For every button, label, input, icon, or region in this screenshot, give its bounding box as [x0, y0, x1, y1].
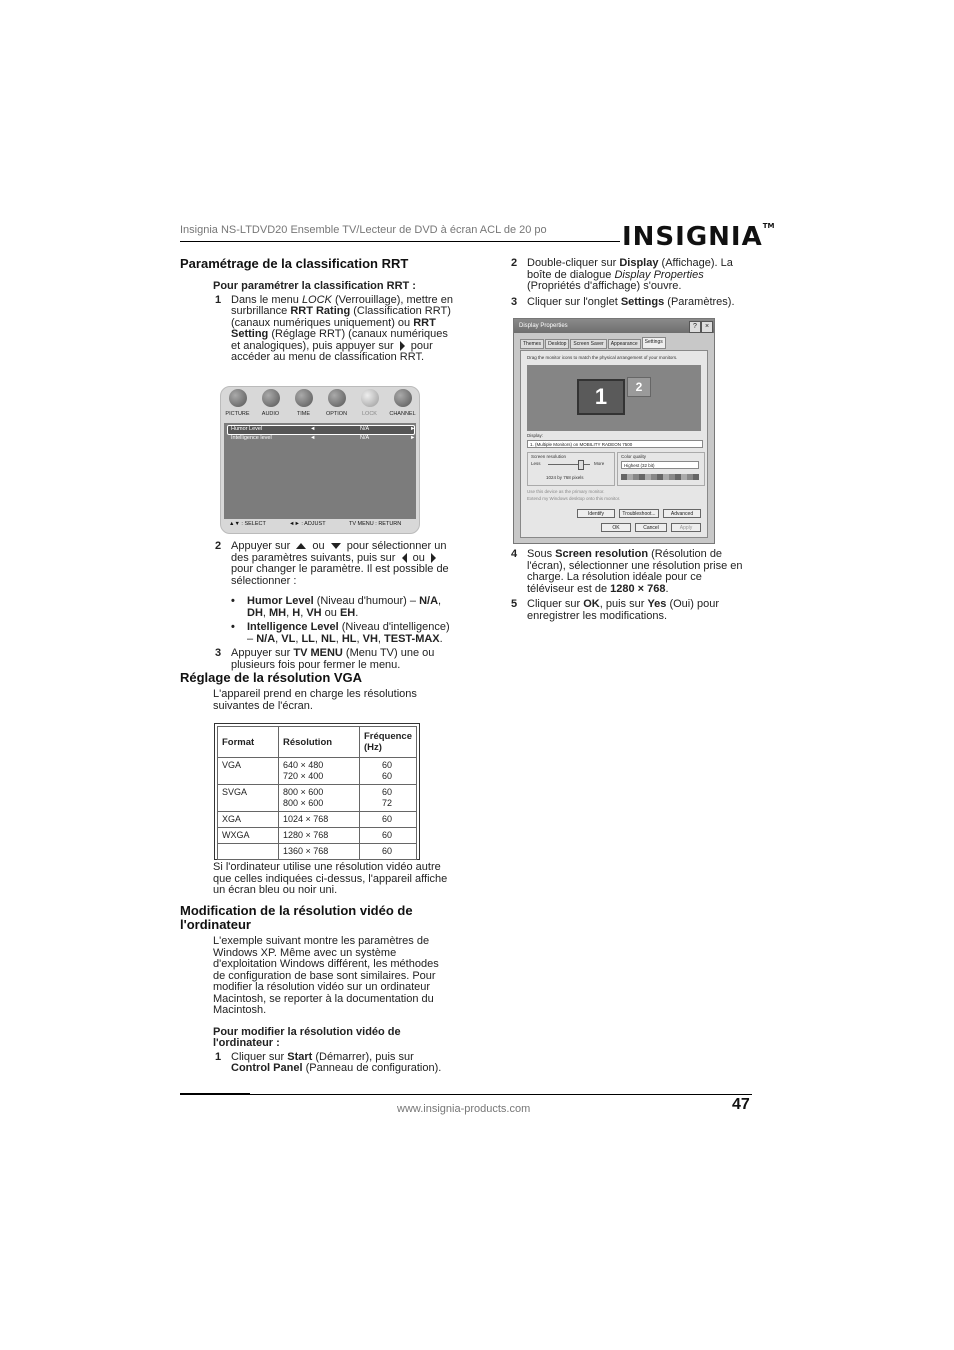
cell-frequency — [359, 812, 416, 828]
cell-resolution — [278, 812, 359, 828]
text: (Réglage RRT) (canaux numériques et analogiques), puis appuyer sur — [231, 328, 448, 352]
step-number: 2 — [215, 540, 222, 552]
right-steps-4-5 — [511, 549, 751, 622]
pc-step-4 — [511, 549, 751, 595]
footer-rule-thick — [180, 1093, 250, 1095]
term: Intelligence Level — [247, 621, 339, 633]
rrt-heading: Paramétrage de la classification RRT — [180, 256, 409, 271]
right-arrow-icon — [400, 341, 405, 351]
down-arrow-icon — [331, 543, 341, 549]
cell-frequency — [359, 828, 416, 844]
rrt-step-2 — [215, 541, 455, 587]
resolution-value: 1360 × 768 — [282, 846, 329, 856]
more-label: More — [594, 461, 605, 466]
monitor-1-icon: 1 — [577, 379, 625, 415]
picture-menu-icon — [225, 387, 251, 423]
text: Cliquer sur — [527, 598, 584, 610]
frequency-value: 72 — [381, 798, 392, 808]
step-number: 4 — [511, 548, 518, 560]
text: (Menu TV) une ou plusieurs fois pour fermer le menu. — [231, 647, 435, 671]
footer-url: www.insignia-products.com — [397, 1103, 531, 1115]
text: Sous — [527, 548, 556, 560]
clock-icon — [295, 389, 313, 407]
resolution-value: 800 × 600 — [282, 798, 324, 808]
frequency-value: 60 — [381, 760, 392, 770]
step-number: 5 — [511, 598, 518, 610]
bullet-humor-level: • Humor Level (Niveau d'humour) – N/A, DH, MH, H, VH ou EH. — [231, 596, 455, 619]
bullet-intelligence-level: • Intelligence Level (Niveau d'intelligence) – N/A, VL, LL, NL, HL, VH, TEST-MAX. — [231, 622, 455, 645]
tv-menu-icon-bar — [221, 387, 419, 423]
value: VH — [362, 632, 378, 645]
apply-button: Apply — [671, 523, 701, 532]
pc-step-3 — [511, 297, 751, 309]
text: . — [665, 582, 669, 595]
section-vga — [180, 671, 455, 712]
color-quality-select: Highest (32 bit) — [621, 461, 699, 469]
tab-themes: Themes — [520, 339, 544, 349]
close-icon: × — [701, 321, 713, 333]
menu-row-humor-level — [227, 425, 415, 435]
rrt-step-1 — [215, 295, 455, 364]
text: (Affichage). La boîte de dialogue — [527, 257, 733, 281]
satellite-icon — [394, 389, 412, 407]
header-rule — [180, 241, 620, 242]
help-icon: ? — [689, 321, 701, 333]
column-header: Résolution — [278, 727, 359, 758]
resolution-slider-thumb — [578, 460, 584, 470]
cell-resolution — [278, 785, 359, 812]
term: Start — [287, 1050, 313, 1063]
up-arrow-icon — [296, 543, 306, 549]
row-label: Intelligence level — [231, 435, 272, 441]
step-number: 3 — [511, 295, 518, 308]
term: Screen resolution — [555, 548, 649, 560]
column-header: Format — [218, 727, 279, 758]
icon-label: OPTION — [325, 411, 348, 417]
value: HL — [341, 632, 357, 645]
icon-label: LOCK — [362, 411, 377, 417]
tab-desktop: Desktop — [545, 339, 569, 349]
cancel-button: Cancel — [635, 523, 667, 532]
pc-subheading: Pour modifier la résolution vidéo de l'ordinateur : — [213, 1025, 401, 1049]
cell-format: SVGA — [218, 785, 279, 812]
speaker-icon — [262, 389, 280, 407]
menu-row-intelligence-level — [227, 435, 416, 443]
rrt-steps-2-3 — [215, 541, 455, 671]
cell-resolution — [278, 844, 359, 860]
term: OK — [583, 598, 600, 610]
rrt-setting-term: RRT Setting — [231, 316, 436, 340]
vga-intro: L'appareil prend en charge les résolutions suivantes de l'écran. — [213, 688, 417, 712]
display-select: 1. (Multiple Monitors) on MOBILITY RADEON 7500 — [527, 440, 703, 448]
resolution-value: 640 × 480 — [282, 760, 324, 770]
resolution-value: 1024 by 768 pixels — [546, 475, 584, 480]
window-title: Display Properties — [519, 323, 568, 329]
right-arrow-icon: ► — [410, 426, 416, 432]
step-number: 3 — [215, 647, 222, 659]
term: Control Panel — [231, 1062, 303, 1074]
text: Dans le menu — [231, 293, 302, 306]
frequency-value: 60 — [381, 771, 392, 781]
term: Settings — [620, 295, 665, 308]
text: (Panneau de configuration). — [302, 1062, 442, 1074]
footer-rule — [250, 1094, 752, 1095]
color-quality-label: Color quality — [621, 454, 647, 459]
resolution-value: 720 × 400 — [282, 771, 324, 781]
value: N/A — [256, 632, 276, 645]
value: VL — [281, 632, 296, 645]
value: N/A — [419, 595, 439, 607]
audio-menu-icon — [258, 387, 284, 423]
cell-format — [218, 844, 279, 860]
less-label: Less — [531, 461, 541, 466]
page-number: 47 — [732, 1096, 750, 1113]
table-row — [218, 758, 417, 785]
running-header: Insignia NS-LTDVD20 Ensemble TV/Lecteur de DVD à écran ACL de 20 po — [180, 224, 547, 236]
text: Appuyer sur — [231, 647, 294, 659]
monitor-2-icon: 2 — [627, 377, 651, 397]
text: pour sélectionner un des paramètres suivants, puis sur — [231, 540, 447, 564]
table-row — [218, 844, 417, 860]
text: (Niveau d'humour) – — [313, 595, 420, 607]
logo-text: INSIGNIA — [622, 222, 763, 252]
right-arrow-icon: ► — [410, 435, 416, 441]
table-row — [218, 828, 417, 844]
text: pour accéder au menu de classification RRT. — [231, 339, 433, 363]
cell-resolution — [278, 828, 359, 844]
right-arrow-icon — [431, 553, 436, 563]
frequency-value: 60 — [381, 787, 392, 797]
step-number: 1 — [215, 1050, 222, 1063]
hint-return: TV MENU : RETURN — [349, 521, 402, 527]
text: Appuyer sur — [231, 540, 294, 552]
frequency-value: 60 — [381, 830, 392, 840]
cell-frequency — [359, 785, 416, 812]
resolution-table-frame — [214, 723, 420, 860]
option-menu-icon — [324, 387, 350, 423]
icon-label: PICTURE — [225, 411, 250, 417]
tab-settings: Settings — [642, 337, 666, 349]
left-arrow-icon — [402, 553, 407, 563]
text: (Verrouillage), mettre en surbrillance — [231, 293, 453, 317]
icon-label: TIME — [296, 411, 311, 417]
text: (Classification RRT) (canaux numériques uniquement) ou — [231, 305, 451, 329]
display-properties-screenshot — [513, 318, 715, 544]
text: Cliquer sur — [231, 1050, 288, 1063]
channel-menu-icon — [390, 387, 416, 423]
table-row — [218, 785, 417, 812]
vga-after-text: Si l'ordinateur utilise une résolution vidéo autre que celles indiquées ci-dessus, l'appareil affiche un écran bleu ou noir uni. — [213, 861, 448, 896]
window-title-bar — [514, 319, 714, 333]
text: pour changer le paramètre. Il est possible de sélectionner : — [231, 563, 449, 587]
row-value: N/A — [360, 435, 370, 441]
pc-step-2 — [511, 258, 751, 293]
tab-appearance: Appearance — [608, 339, 641, 349]
text: ou — [321, 606, 340, 619]
row-label: Humor Level — [231, 426, 263, 432]
lock-icon — [361, 389, 379, 407]
table-row — [218, 812, 417, 828]
resolution-label: Screen resolution — [531, 454, 567, 459]
text: Double-cliquer sur — [527, 257, 620, 269]
lock-menu-icon — [357, 387, 383, 423]
primary-monitor-checkbox: Use this device as the primary monitor. — [527, 489, 605, 494]
tv-menu-screen — [224, 423, 416, 519]
pc-heading: Modification de la résolution vidéo de l'ordinateur — [180, 903, 413, 932]
resolution-table-body — [218, 758, 417, 860]
pc-step-1 — [215, 1052, 455, 1075]
row-value: N/A — [360, 426, 370, 432]
resolution-value: 1024 × 768 — [282, 814, 329, 824]
term: Display — [619, 257, 659, 269]
column-header: Fréquence (Hz) — [359, 727, 416, 758]
rrt-step-3 — [215, 648, 455, 671]
text: (Oui) pour enregistrer les modifications. — [527, 598, 719, 622]
value: H — [292, 606, 301, 619]
text: (Résolution de l'écran), sélectionner une résolution prise en charge. La résolution idéale pour ce téléviseur est de — [527, 548, 743, 595]
text: (Niveau d'intelligence) – — [247, 621, 450, 645]
term: TV MENU — [293, 647, 343, 659]
left-arrow-icon: ◄ — [310, 426, 316, 432]
extend-desktop-checkbox: Extend my Windows desktop onto this monitor. — [527, 496, 621, 501]
window-tabs — [520, 339, 667, 349]
cell-resolution — [278, 758, 359, 785]
resolution-value: 1280 × 768 — [282, 830, 329, 840]
frequency-value: 60 — [381, 846, 392, 856]
text: (Démarrer), puis sur — [312, 1050, 414, 1063]
vga-heading: Réglage de la résolution VGA — [180, 670, 363, 685]
term: Humor Level — [247, 595, 314, 607]
hint-adjust: ◄► : ADJUST — [289, 521, 326, 527]
icon-label: CHANNEL — [389, 411, 416, 417]
value: EH — [339, 606, 356, 619]
time-menu-icon — [291, 387, 317, 423]
rrt-rating-term: RRT Rating — [290, 305, 351, 317]
value: LL — [301, 632, 315, 645]
color-bar — [621, 474, 699, 480]
rrt-subheading: Pour paramétrer la classification RRT : — [213, 280, 416, 292]
settings-panel — [520, 350, 708, 538]
value: MH — [269, 606, 287, 619]
ok-button: OK — [601, 523, 631, 532]
cell-format: XGA — [218, 812, 279, 828]
text: Cliquer sur l'onglet — [527, 295, 621, 308]
advanced-button: Advanced — [663, 509, 701, 518]
value: NL — [321, 632, 336, 645]
cell-format: VGA — [218, 758, 279, 785]
insignia-logo — [622, 222, 774, 252]
tv-lock-menu-screenshot — [220, 386, 420, 534]
left-arrow-icon: ◄ — [310, 435, 316, 441]
cell-frequency — [359, 758, 416, 785]
cell-format: WXGA — [218, 828, 279, 844]
pc-intro: L'exemple suivant montre les paramètres de Windows XP. Même avec un système d'exploitation Windows différent, les méthodes de configuration de base sont similaires. Pour modifier la résolution vidéo sur un ordinateur Macintosh, se reporter à la documentation du Macintosh. — [213, 935, 439, 1016]
color-quality-group — [617, 452, 705, 486]
resolution-table — [217, 726, 417, 860]
step-number: 2 — [511, 257, 518, 269]
step-number: 1 — [215, 293, 222, 306]
monitor-arrangement — [527, 365, 701, 431]
frequency-value: 60 — [381, 814, 392, 824]
resolution-value: 800 × 600 — [282, 787, 324, 797]
display-label: Display: — [527, 433, 544, 438]
picture-icon — [229, 389, 247, 407]
term: Yes — [647, 598, 667, 610]
text: (Paramètres). — [664, 295, 735, 308]
screen-resolution-group — [527, 452, 615, 486]
value: DH — [247, 606, 263, 619]
cell-frequency — [359, 844, 416, 860]
pc-step-5 — [511, 599, 751, 622]
value: VH — [306, 606, 322, 619]
right-steps-2-3 — [511, 258, 751, 308]
hint-select: ▲▼ : SELECT — [229, 521, 266, 527]
text: ou — [309, 540, 328, 552]
text: , puis sur — [599, 598, 648, 610]
text: ou — [409, 551, 428, 564]
identify-button: Identify — [577, 509, 615, 518]
lock-term: LOCK — [301, 293, 332, 306]
troubleshoot-button: Troubleshoot... — [619, 509, 659, 518]
gear-icon — [328, 389, 346, 407]
term: Display Properties — [614, 268, 704, 281]
icon-label: AUDIO — [261, 411, 280, 417]
value: TEST-MAX — [384, 632, 440, 645]
logo-tm: TM — [762, 222, 775, 230]
drag-instructions: Drag the monitor icons to match the physical arrangement of your monitors. — [527, 355, 678, 360]
section-rrt — [180, 257, 455, 364]
section-pc-resolution — [180, 904, 455, 1075]
text: (Propriétés d'affichage) s'ouvre. — [527, 280, 682, 292]
term: 1280 × 768 — [610, 582, 666, 595]
tab-screen-saver: Screen Saver — [570, 339, 606, 349]
table-header-row — [218, 727, 417, 758]
